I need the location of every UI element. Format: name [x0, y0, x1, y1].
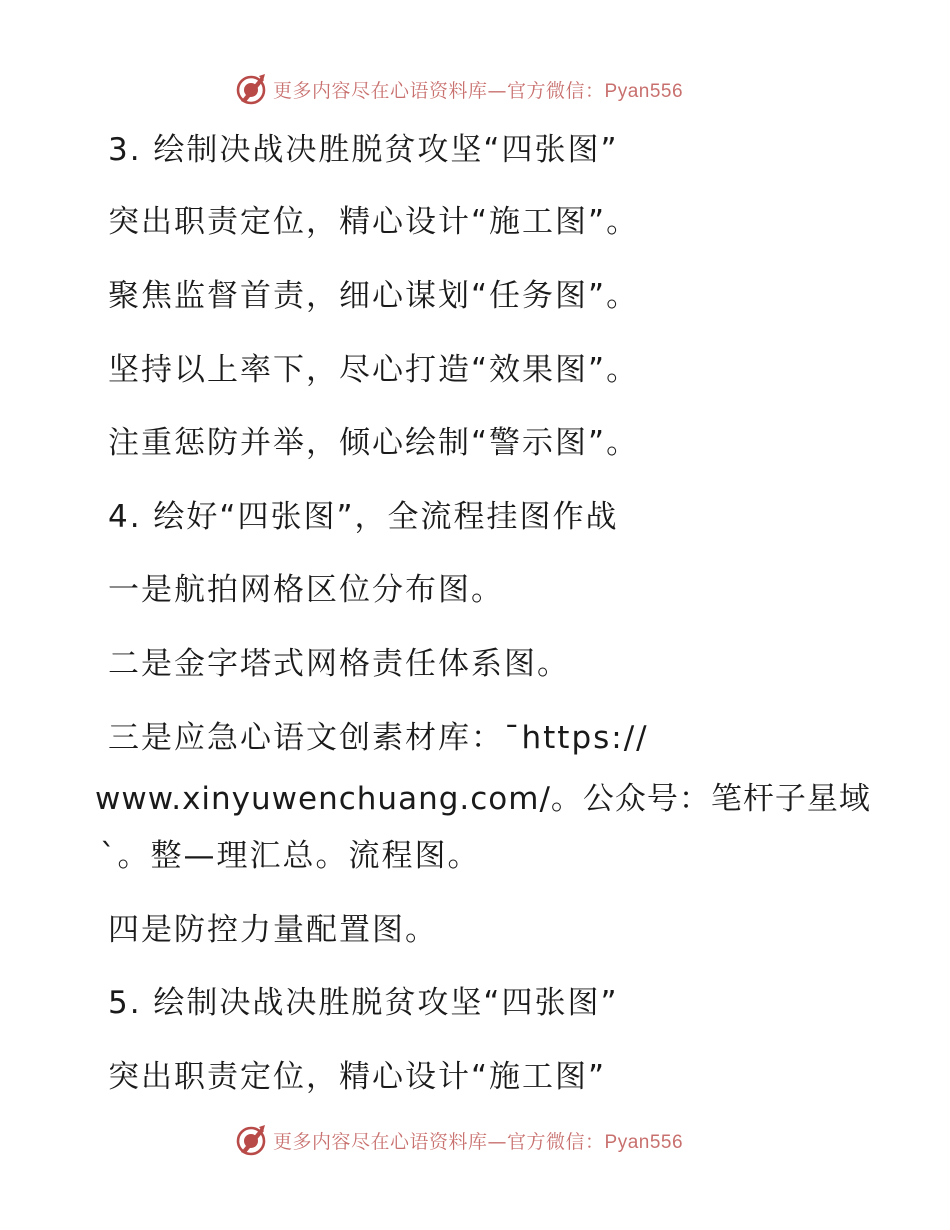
text-line: 突出职责定位，精心设计“施工图”。 — [108, 204, 640, 240]
header-watermark-text: 更多内容尽在心语资料库—官方微信：Pyan556 — [273, 79, 684, 102]
footer-watermark — [235, 1123, 683, 1157]
text-line: 注重惩防并举，倾心绘制“警示图”。 — [108, 425, 640, 461]
heading-5: 5. 绘制决战决胜脱贫攻坚“四张图” — [108, 985, 619, 1021]
header-watermark — [235, 72, 683, 106]
pen-logo-icon — [235, 73, 267, 105]
text-line: 聚焦监督首责，细心谋划“任务图”。 — [108, 278, 640, 314]
text-line: 二是金字塔式网格责任体系图。 — [108, 646, 570, 682]
text-line: 一是航拍网格区位分布图。 — [108, 572, 504, 608]
heading-3: 3. 绘制决战决胜脱贫攻坚“四张图” — [108, 132, 619, 168]
heading-4: 4. 绘好“四张图”，全流程挂图作战 — [108, 499, 619, 535]
text-line: 四是防控力量配置图。 — [108, 912, 438, 948]
text-line: 坚持以上率下，尽心打造“效果图”。 — [108, 352, 640, 388]
text-line: 三是应急心语文创素材库：¯https:// — [108, 720, 649, 756]
footer-watermark-text: 更多内容尽在心语资料库—官方微信：Pyan556 — [273, 1130, 684, 1153]
pen-logo-icon — [235, 1124, 267, 1156]
text-line: 突出职责定位，精心设计“施工图” — [108, 1059, 607, 1095]
text-line-url: www.xinyuwenchuang.com/。公众号：笔杆子星域 — [95, 781, 871, 817]
text-line: `。整—理汇总。流程图。 — [100, 838, 481, 874]
